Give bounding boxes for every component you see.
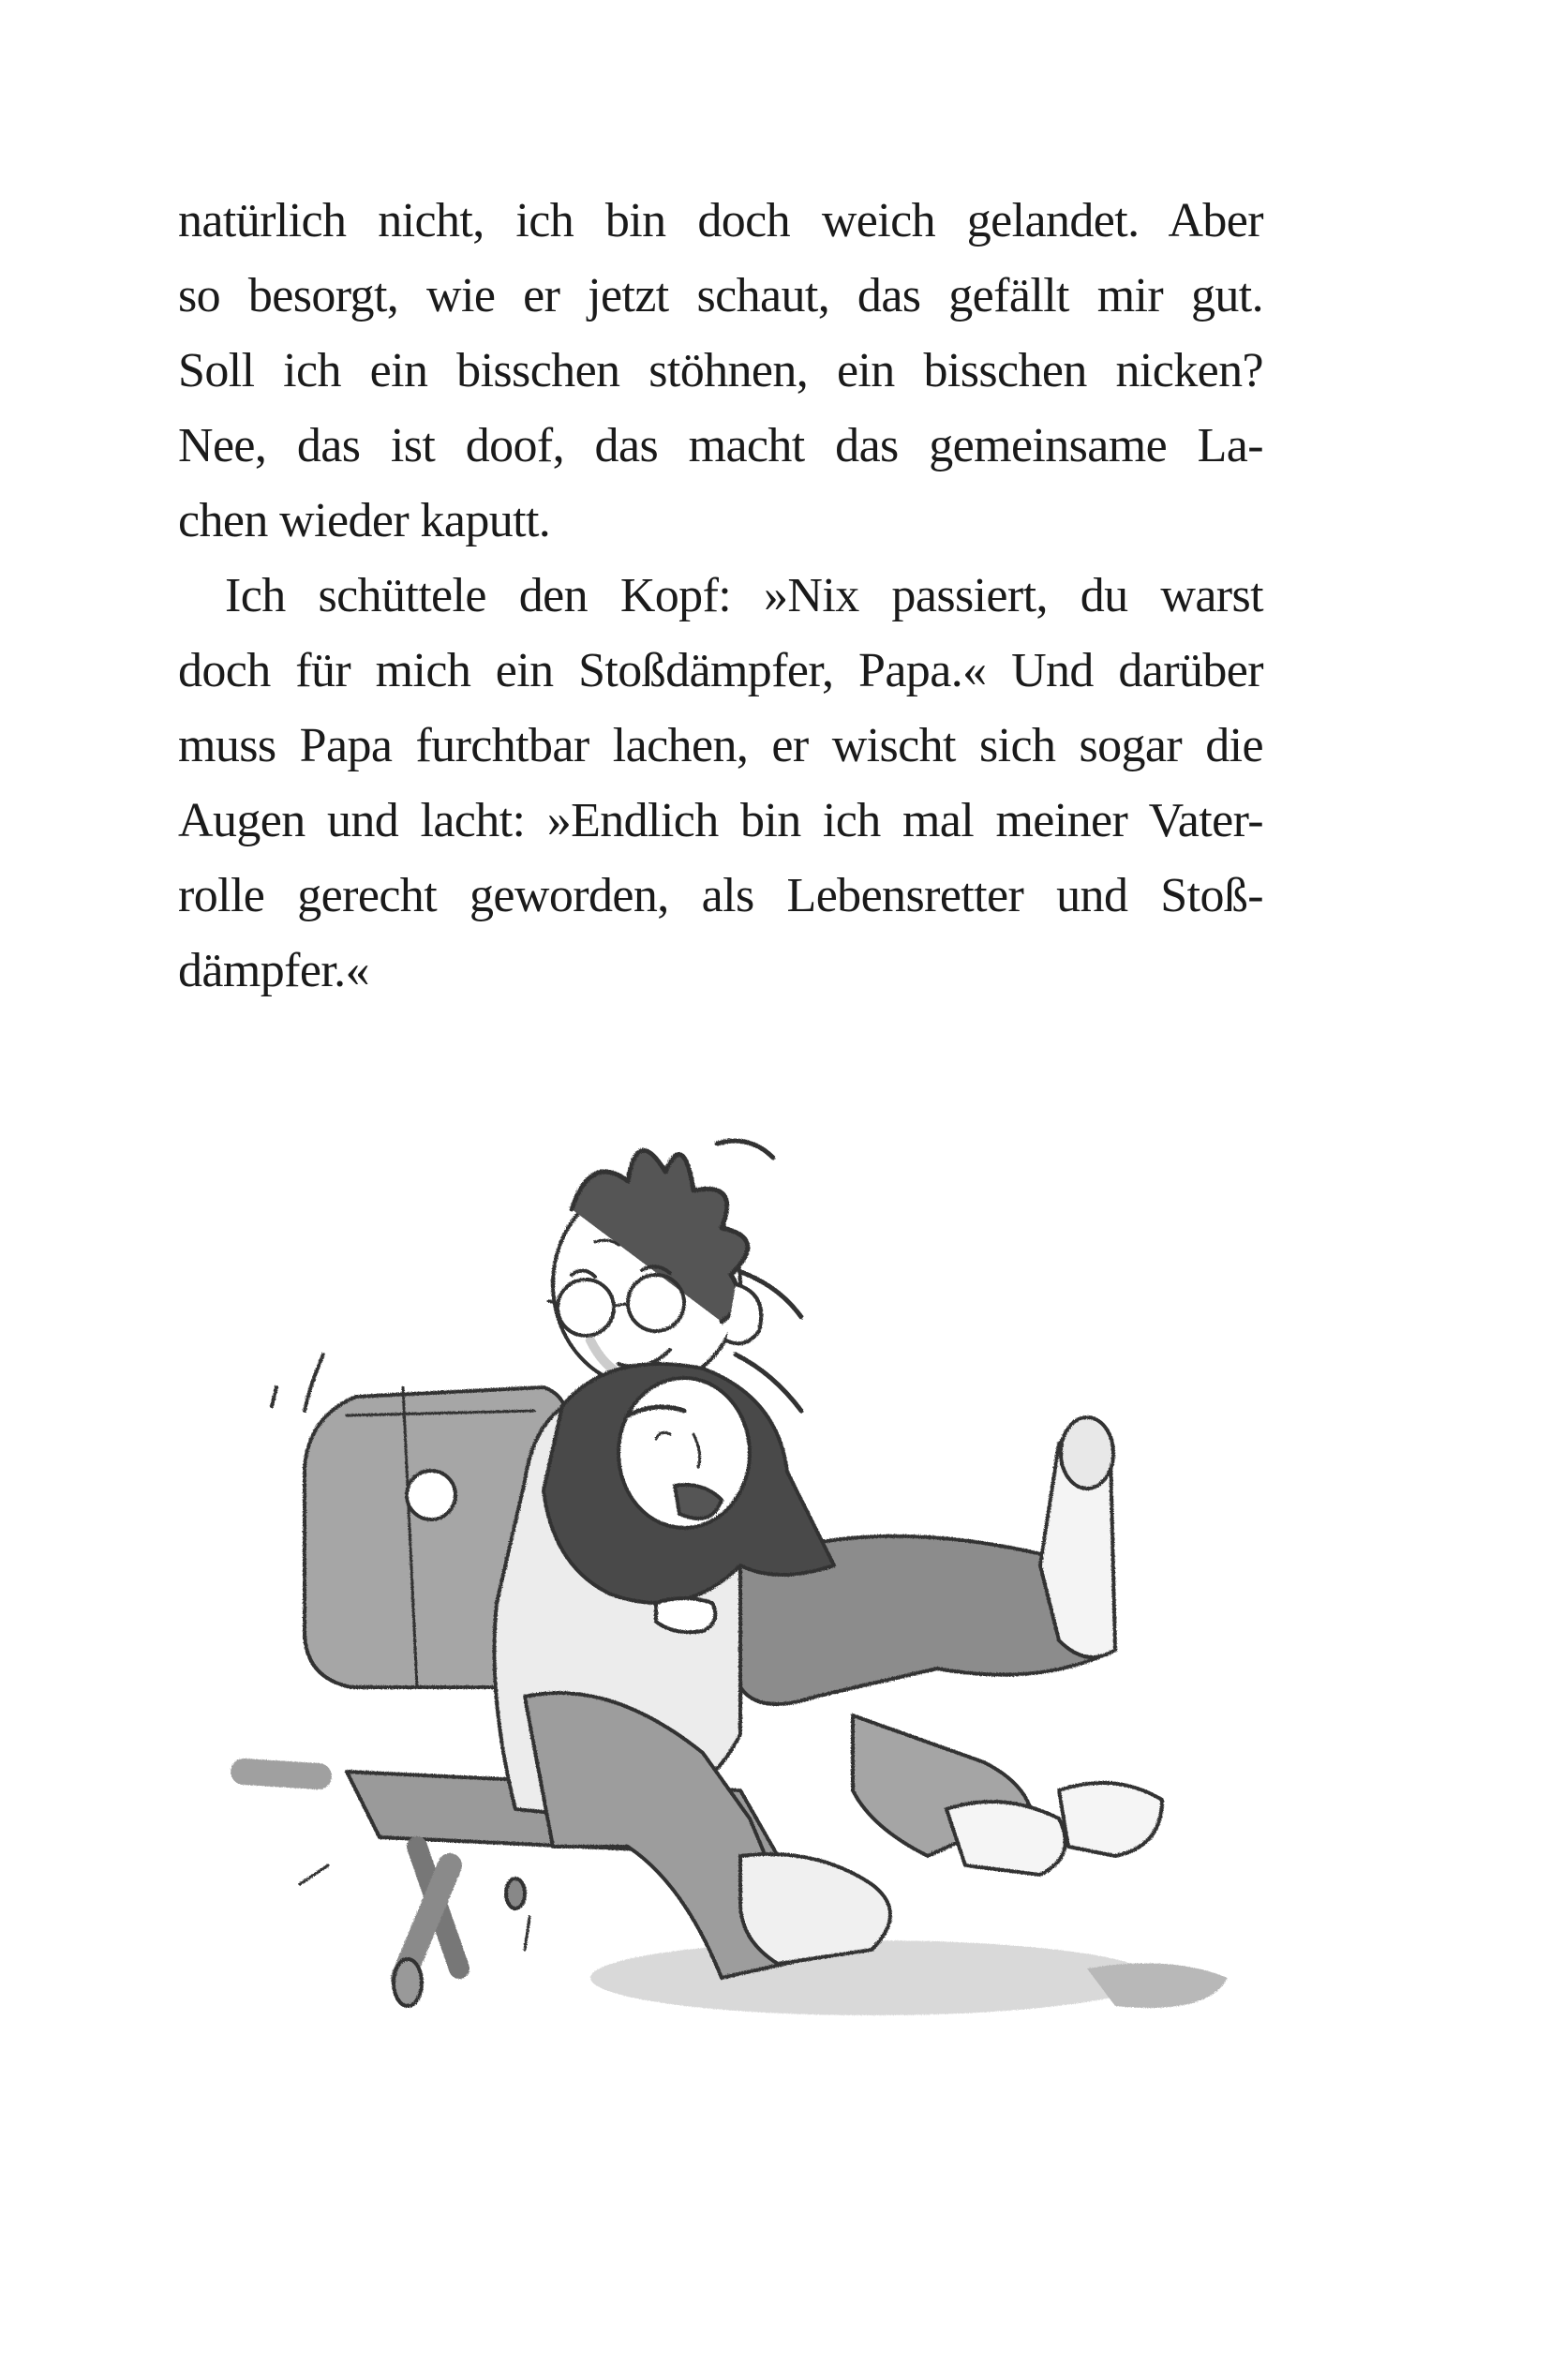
text-line: doch für mich ein Stoßdämpfer, Papa.« Und darüber (178, 644, 1263, 697)
illustration-father-daughter-broken-chair (216, 1040, 1256, 2100)
text-line: Augen und lacht: »Endlich bin ich mal meiner Vater- (178, 794, 1263, 847)
body-text (178, 184, 1263, 1009)
paragraph-1 (178, 184, 1263, 559)
text-line: chen wieder kaputt. (178, 494, 551, 547)
text-line: Nee, das ist doof, das macht das gemeinsame La- (178, 419, 1263, 472)
paragraph-2 (178, 559, 1263, 1009)
text-line: Soll ich ein bisschen stöhnen, ein bisschen nicken? (178, 344, 1263, 397)
text-line: so besorgt, wie er jetzt schaut, das gefällt mir gut. (178, 269, 1263, 322)
text-line: Ich schüttele den Kopf: »Nix passiert, du warst (225, 569, 1263, 622)
text-line: muss Papa furchtbar lachen, er wischt sich sogar die (178, 719, 1263, 772)
text-line: rolle gerecht geworden, als Lebensretter und Stoß- (178, 869, 1263, 922)
text-line: dämpfer.« (178, 944, 369, 997)
text-line: natürlich nicht, ich bin doch weich gelandet. Aber (178, 194, 1263, 247)
